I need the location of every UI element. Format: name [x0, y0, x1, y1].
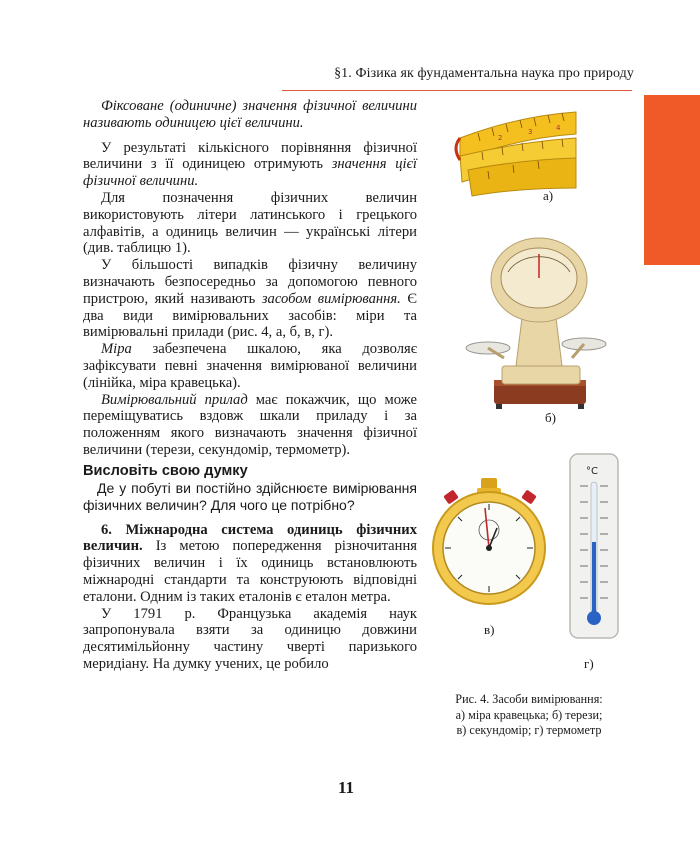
opinion-heading: Висловіть свою думку	[83, 462, 248, 479]
stopwatch-image	[425, 476, 555, 608]
figure-label-b: б)	[545, 410, 556, 425]
paragraph-notation: Для позначення фізичних величин використовують літери латинського і грецького алфавітів, а одиниць величин — українські літери (див. таблицю 1).	[83, 189, 417, 257]
svg-text:3: 3	[528, 128, 533, 136]
caption-line-1: Рис. 4. Засоби вимірювання:	[455, 692, 603, 706]
thermometer-unit: °C	[586, 466, 598, 477]
figure-label-v: в)	[484, 622, 495, 637]
term-value: значення цієї фізичної величини.	[83, 156, 417, 190]
term-measure: Міра	[101, 341, 132, 358]
figure-label-g: г)	[584, 656, 594, 671]
main-text-column	[83, 98, 417, 673]
paragraph-device: Вимірювальний прилад має покажчик, що може переміщуватись вздовж шкали приладу і за положенням якого визначають значення фізичної величини (терези, секундомір, термометр).	[83, 391, 417, 458]
caption-line-2: а) міра кравецька; б) терези;	[455, 707, 603, 722]
term-device: Вимірювальний прилад	[101, 391, 248, 408]
section-6-paragraph: 6. Міжнародна система одиниць фізичних величин. Із метою попередження різночитання фізичних величин і їх одиниць встановлюють міжнародні стандарти та конструюють відповідні еталони. Одним із таких еталонів є еталон метра.	[83, 521, 417, 605]
section-6-title: 6. Міжнародна система одиниць фізичних величин.	[83, 521, 417, 555]
figure-caption	[432, 692, 626, 739]
header-rule	[282, 90, 632, 91]
page-number: 11	[338, 778, 355, 797]
term-measuring-means: засобом вимірювання.	[261, 290, 401, 307]
paragraph-measuring-instrument: У більшості випадків фізичну величину визначають безпосередньо за допомогою певного пристрою, який називають засобом вимірювання. Є два види вимірювальних засобів: міри та вимірювальні прилади (рис. 4, а, б, в, г).	[83, 257, 417, 341]
svg-text:4: 4	[556, 124, 561, 132]
figure-label-a: а)	[543, 188, 554, 203]
scales-image	[468, 232, 606, 410]
paragraph-measure: Міра забезпечена шкалою, яка дозволяє зафіксувати певні значення вимірюваної величини (лінійка, міра кравецька).	[83, 341, 417, 391]
caption-line-3: в) секундомір; г) термометр	[456, 723, 602, 737]
paragraph-value: У результаті кількісного порівняння фізичної величини з її одиницею отримують значення цієї фізичної величини.	[83, 139, 417, 190]
running-header: §1. Фізика як фундаментальна наука про природу	[334, 66, 634, 81]
thermometer-image	[568, 452, 622, 640]
paragraph-1791: У 1791 р. Французька академія наук запропонувала взяти за одиницю довжини десятимільйонну частину чверті паризького меридіану. На думку учених, це робило	[83, 605, 417, 672]
svg-text:2: 2	[498, 134, 503, 142]
chapter-tab-marker	[644, 95, 700, 265]
opinion-question: Де у побуті ви постійно здійснюєте вимірювання фізичних величин? Для чого це потрібно?	[83, 479, 417, 513]
definition-unit: Фіксоване (одиничне) значення фізичної величини називають одиницею цієї величини.	[83, 98, 417, 131]
tape-measure-image	[458, 108, 578, 196]
